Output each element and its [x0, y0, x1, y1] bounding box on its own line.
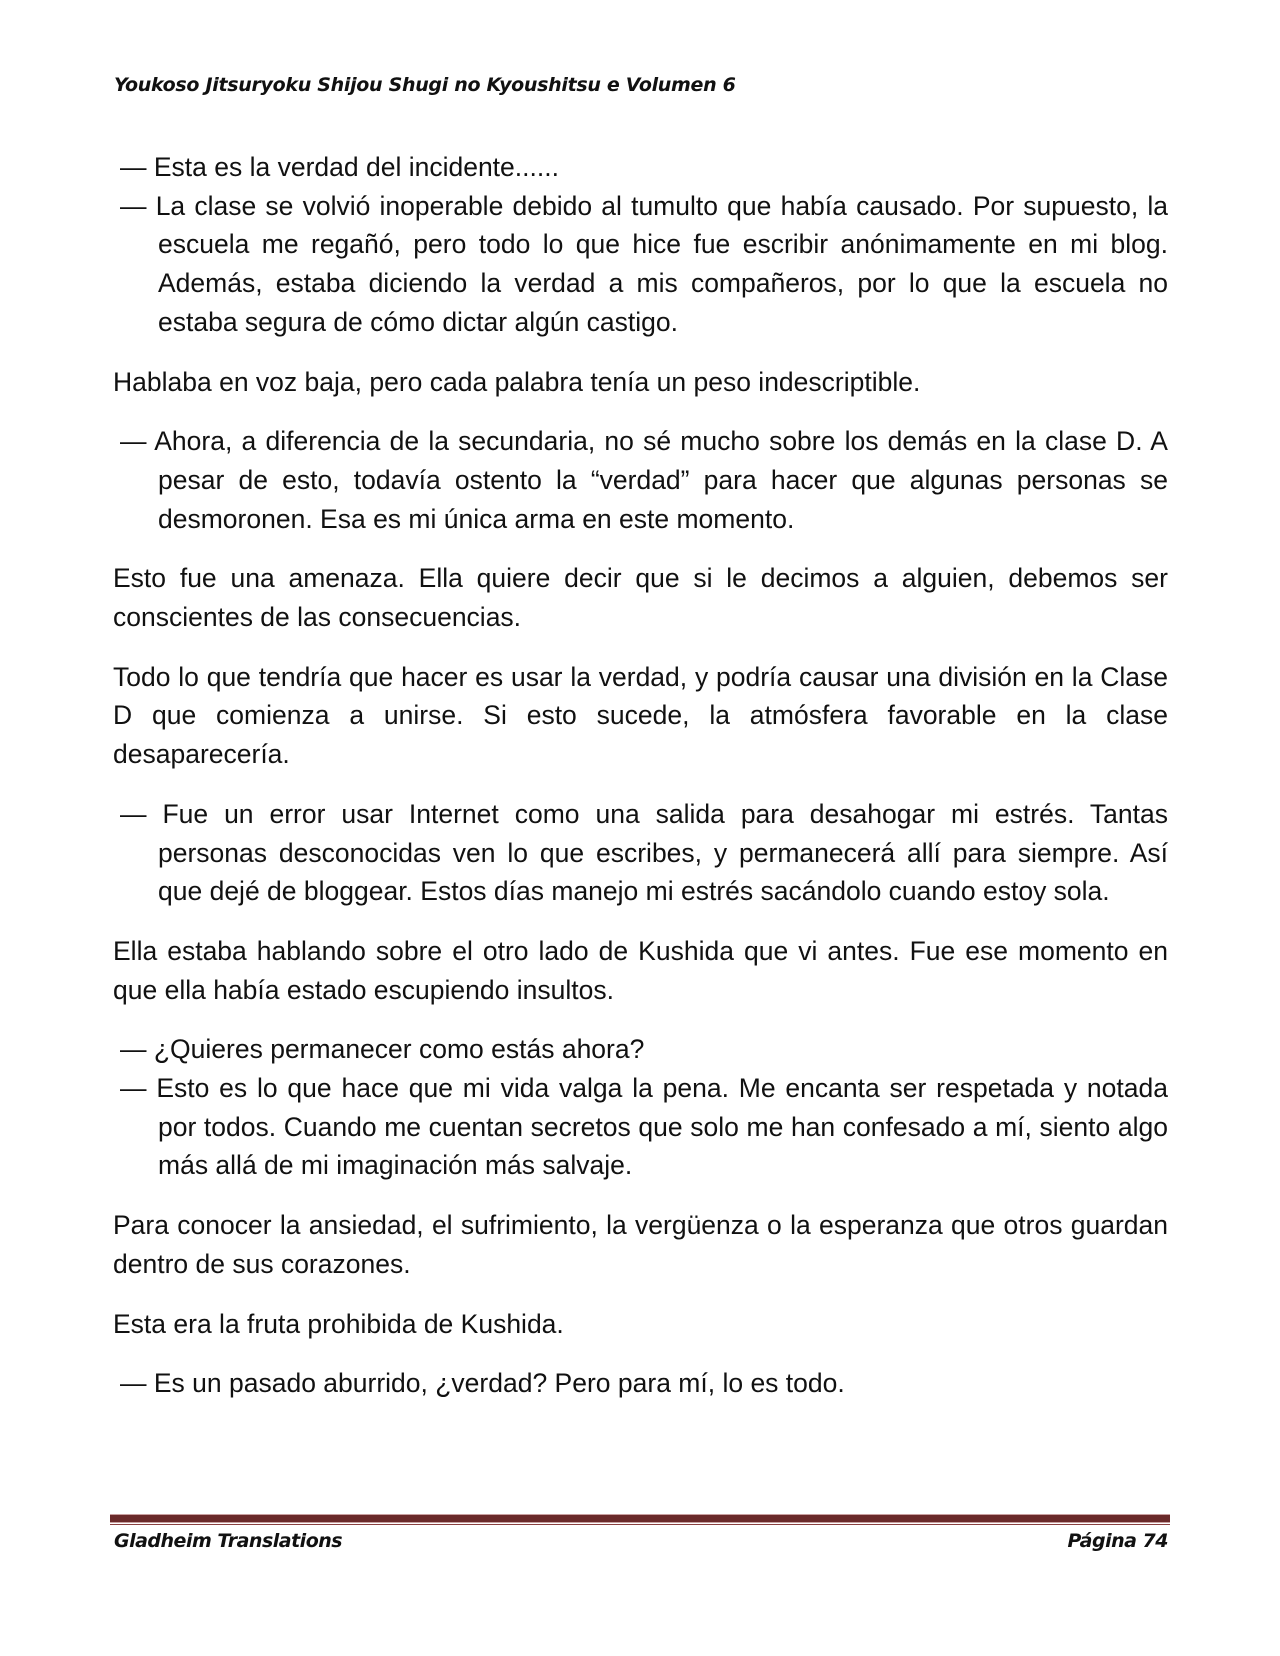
dialogue-line: — Es un pasado aburrido, ¿verdad? Pero para mí, lo es todo.: [120, 1368, 845, 1399]
narration-paragraph: Todo lo que tendría que hacer es usar la verdad, y podría causar una división en la Clase D que comienza a unirse. Si esto sucede, la atmósfera favorable en la clase desaparecería.: [113, 661, 1168, 770]
dialogue-line: — ¿Quieres permanecer como estás ahora?: [120, 1034, 645, 1065]
footer-divider: [110, 1514, 1170, 1523]
page-body: [113, 148, 1168, 1403]
footer-divider-thin: [110, 1524, 1170, 1525]
narration-paragraph: Ella estaba hablando sobre el otro lado de Kushida que vi antes. Fue ese momento en que ella había estado escupiendo insultos.: [113, 935, 1168, 1005]
dialogue-line: — Fue un error usar Internet como una salida para desahogar mi estrés. Tantas personas desconocidas ven lo que escribes, y permanecerá allí para siempre. Así que dejé de bloggear. Estos días manejo mi estrés sacándolo cuando estoy sola.: [120, 798, 1168, 907]
page-number: Página 74: [1067, 1530, 1168, 1552]
dialogue-line: — La clase se volvió inoperable debido al tumulto que había causado. Por supuesto, la escuela me regañó, pero todo lo que hice fue escribir anónimamente en mi blog. Además, estaba diciendo la verdad a mis compañeros, por lo que la escuela no estaba segura de cómo dictar algún castigo.: [120, 190, 1168, 337]
dialogue-line: — Esta es la verdad del incidente......: [120, 152, 559, 182]
running-header: Youkoso Jitsuryoku Shijou Shugi no Kyoushitsu e Volumen 6: [114, 74, 736, 96]
dialogue-line: — Ahora, a diferencia de la secundaria, no sé mucho sobre los demás en la clase D. A pesar de esto, todavía ostento la “verdad” para hacer que algunas personas se desmoronen. Esa es mi única arma en este momento.: [120, 426, 1168, 534]
dialogue-line: — Esto es lo que hace que mi vida valga la pena. Me encanta ser respetada y notada por todos. Cuando me cuentan secretos que solo me han confesado a mí, siento algo más allá de mi imaginación más salvaje.: [120, 1073, 1168, 1181]
footer-credit: Gladheim Translations: [114, 1530, 343, 1552]
narration-paragraph: Esta era la fruta prohibida de Kushida.: [113, 1308, 564, 1339]
narration-paragraph: Hablaba en voz baja, pero cada palabra tenía un peso indescriptible.: [113, 366, 921, 397]
narration-paragraph: Esto fue una amenaza. Ella quiere decir que si le decimos a alguien, debemos ser conscientes de las consecuencias.: [113, 563, 1168, 633]
narration-paragraph: Para conocer la ansiedad, el sufrimiento, la vergüenza o la esperanza que otros guardan dentro de sus corazones.: [113, 1210, 1168, 1279]
